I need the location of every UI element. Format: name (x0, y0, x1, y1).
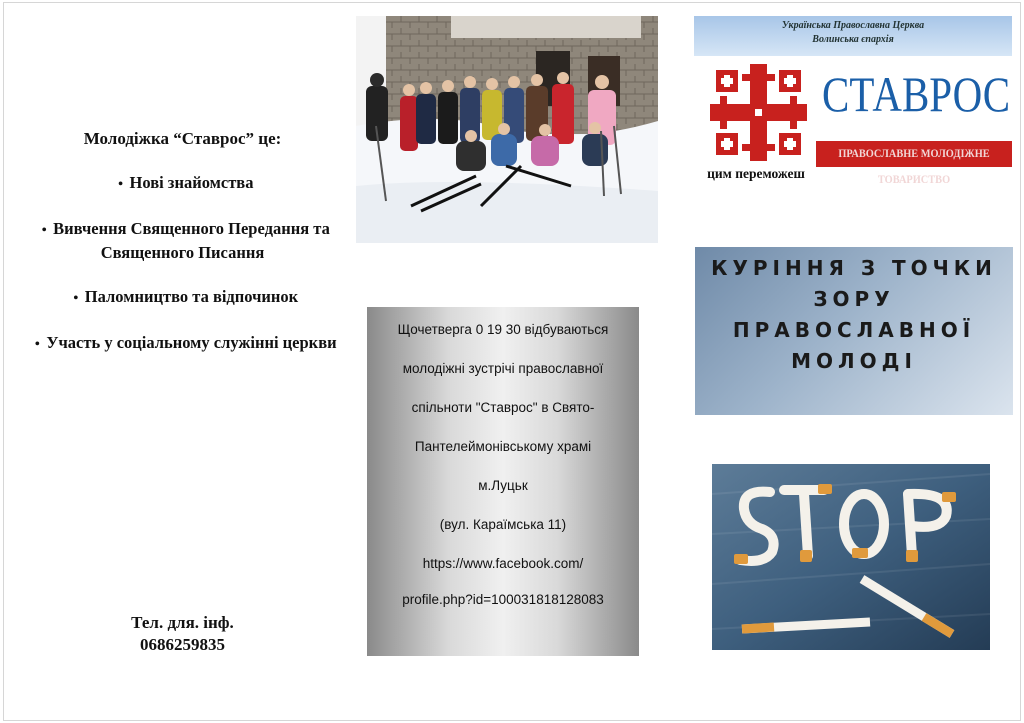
title-line: КУРІННЯ З ТОЧКИ (711, 256, 997, 280)
feature-item: • Нові знайомства (20, 172, 345, 196)
info-line: молодіжні зустрічі православної (402, 361, 604, 376)
logo-eparchy: Волинська єпархія (812, 34, 894, 45)
info-line: Щочетверга 0 19 30 відбуваються (397, 322, 609, 337)
info-line: спільноти "Ставрос" в Свято- (411, 400, 595, 415)
contact-info (60, 612, 305, 656)
bullet-icon: • (34, 337, 40, 352)
logo-subtitle: ПРАВОСЛАВНЕ МОЛОДІЖНЕ ТОВАРИСТВО (816, 141, 1012, 167)
ski-group-photo (356, 16, 658, 243)
contact-phone: 0686259835 (140, 635, 225, 654)
ski-group-illustration (356, 16, 658, 243)
feature-list (20, 172, 345, 356)
stop-cigarettes-photo (712, 464, 990, 650)
feature-item: • Паломництво та відпочинок (20, 286, 345, 310)
cross-icon (706, 60, 811, 165)
info-line: Пантелеймонівському храмі (414, 439, 592, 454)
bullet-icon: • (118, 177, 123, 192)
stavros-logo (694, 16, 1012, 188)
title-box (695, 247, 1013, 415)
contact-label: Тел. для. інф. (131, 613, 234, 632)
info-line: м.Луцьк (478, 478, 528, 493)
title-line: ПРАВОСЛАВНОЇ (732, 318, 976, 342)
info-box (367, 307, 639, 656)
title-line: ЗОРУ (813, 287, 895, 311)
logo-name: СТАВРОС (822, 66, 1011, 122)
logo-motto: цим переможеш (707, 166, 805, 181)
left-column (20, 128, 345, 378)
logo-church: Українська Православна Церква (781, 20, 925, 31)
info-line: (вул. Караїмська 11) (439, 517, 567, 532)
title-line: МОЛОДІ (791, 349, 917, 373)
facebook-link-id[interactable]: profile.php?id=100031818128083 (402, 592, 604, 607)
feature-item: • Вивчення Священного Передання та Священного Писання (20, 218, 345, 264)
feature-item: • Участь у соціальному служінні церкви (20, 332, 345, 356)
bullet-icon: • (73, 291, 79, 306)
logo-header (694, 16, 1012, 56)
bullet-icon: • (41, 223, 47, 238)
intro-title: Молодіжка “Ставрос” це: (83, 129, 282, 148)
facebook-link[interactable]: https://www.facebook.com/ (422, 556, 584, 571)
stop-illustration (712, 464, 990, 650)
